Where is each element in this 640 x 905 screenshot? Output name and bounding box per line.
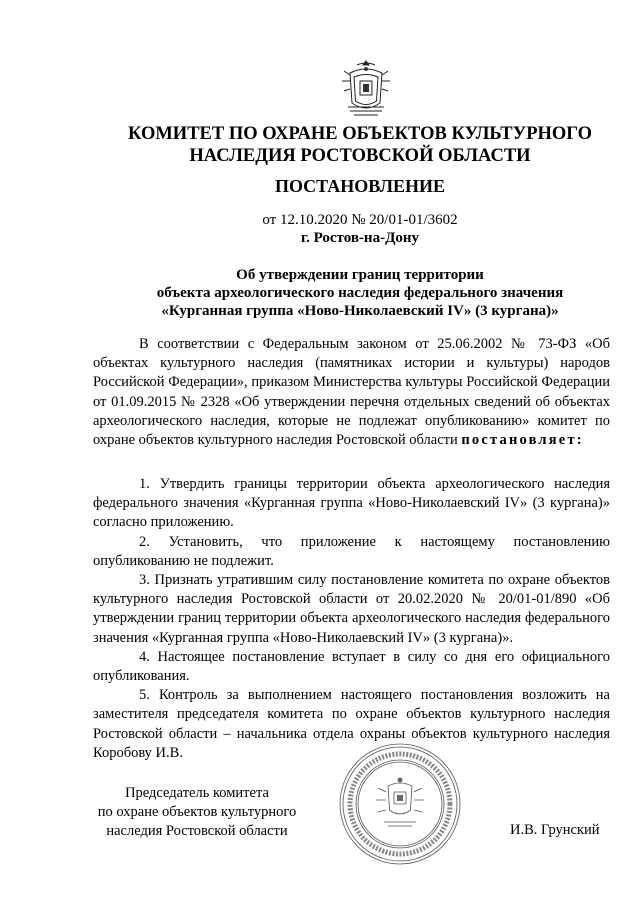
signer-title-line2: по охране объектов культурного: [97, 804, 297, 820]
subject-line1: Об утверждении границ территории: [236, 267, 484, 283]
preamble-text: В соответствии с Федеральным законом от 25.06.2002 № 73-ФЗ «Об объектах культурного наследия (памятниках истории и культуры) народов Российской Федерации», приказом Министерства культуры Российской Федерации от 01.09.2015 № 2328 «Об утверждении перечня отдельных сведений об объектах археологического наследия, которые не подлежат опубликованию» комитет по охране объектов культурного наследия Ростовской области: [93, 336, 610, 449]
resolution-item-2: 2. Установить, что приложение к настоящему постановлению опубликованию не подлежит.: [93, 533, 610, 569]
resolves-word: постановляет:: [461, 432, 584, 449]
resolution-item-3: 3. Признать утратившим силу постановление комитета по охране объектов культурного наследия Ростовской области от 20.02.2020 № 20/01-01/890 «Об утверждении границ территории объекта археологического наследия федерального значения «Курганная группа «Ново-Николаевский IV» (3 кургана)».: [93, 572, 610, 646]
document-type: ПОСТАНОВЛЕНИЕ: [274, 176, 446, 196]
signer-title: [82, 784, 312, 841]
organization-name: [60, 123, 640, 167]
resolution-items: [93, 475, 610, 763]
organization-name-line1: КОМИТЕТ ПО ОХРАНЕ ОБЪЕКТОВ КУЛЬТУРНОГО: [128, 124, 592, 144]
signer-title-line1: Председатель комитета: [125, 785, 269, 801]
official-seal-icon: [338, 742, 462, 866]
preamble: [93, 335, 610, 450]
subject-line3: «Курганная группа «Ново-Николаевский IV» (3 кургана)»: [161, 303, 559, 319]
coat-of-arms-icon: [340, 57, 392, 121]
resolution-item-4: 4. Настоящее постановление вступает в силу со дня его официального опубликования.: [93, 648, 610, 685]
preamble-paragraph: [93, 335, 610, 450]
organization-name-line2: НАСЛЕДИЯ РОСТОВСКОЙ ОБЛАСТИ: [189, 146, 531, 166]
resolution-item-5: 5. Контроль за выполнением настоящего постановления возложить на заместителя председателя комитета по охране объектов культурного наследия Ростовской области – начальника отдела охраны объектов культурного наследия Коробову И.В.: [93, 687, 610, 761]
signer-name: И.В. Грунский: [510, 822, 600, 838]
document-city: г. Ростов-на-Дону: [300, 230, 420, 246]
subject-line2: объекта археологического наследия федерального значения: [156, 285, 564, 301]
resolution-item-1: 1. Утвердить границы территории объекта археологического наследия федерального значения «Курганная группа «Ново-Николаевский IV» (3 кургана)» согласно приложению.: [93, 476, 610, 531]
document-subject: [60, 266, 640, 320]
document-date-number: от 12.10.2020 № 20/01-01/3602: [262, 212, 458, 228]
signer-title-line3: наследия Ростовской области: [106, 823, 288, 839]
